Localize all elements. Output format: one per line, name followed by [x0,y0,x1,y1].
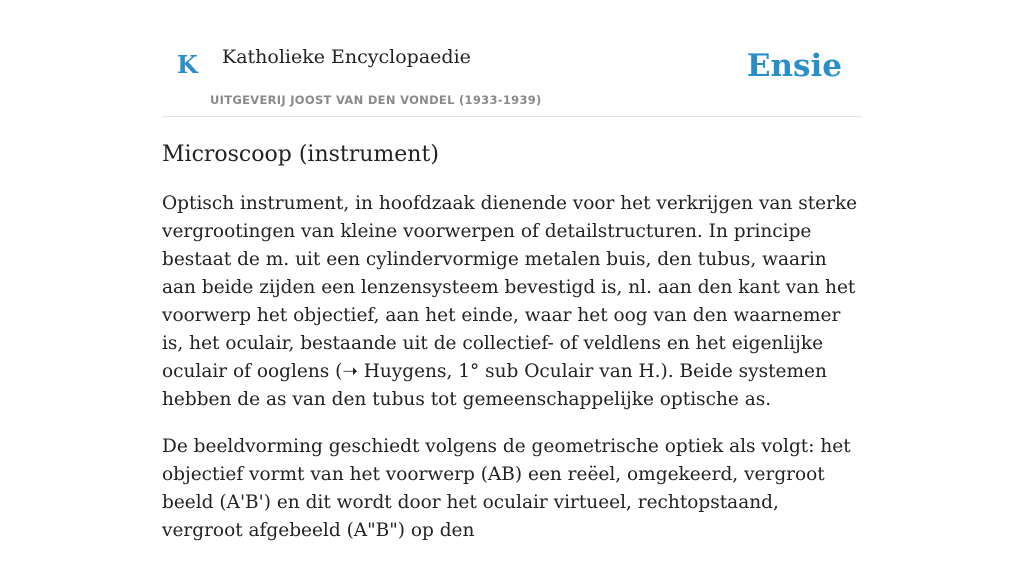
logo-k-link[interactable]: K [177,50,198,79]
article-body [162,190,862,545]
site-header [162,0,862,117]
site-title: Katholieke Encyclopaedie [222,46,471,68]
article-paragraph: Optisch instrument, in hoofdzaak dienende voor het verkrijgen van sterke vergrootingen van kleine voorwerpen of detailstructuren. In principe bestaat de m. uit een cylindervormige metalen buis, den tubus, waarin aan beide zijden een lenzensysteem bevestigd is, nl. aan den kant van het voorwerp het objectief, aan het einde, waar het oog van den waarnemer is, het oculair, bestaande uit de collectief- of veldlens en het eigenlijke oculair of ooglens (➝ Huygens, 1° sub Oculair van H.). Beide systemen hebben de as van den tubus tot gemeenschappelijke optische as. [162,193,858,411]
content-container [162,0,862,564]
article-paragraph: De beeldvorming geschiedt volgens de geometrische optiek als volgt: het objectief vormt van het voorwerp (AB) een reëel, omgekeerd, vergroot beeld (A'B') en dit wordt door het oculair virtueel, rechtopstaand, vergroot afgebeeld (A"B") op den [162,436,851,542]
article-title: Microscoop (instrument) [162,142,439,167]
publisher-subtitle: UITGEVERIJ JOOST VAN DEN VONDEL (1933-1939) [210,93,542,107]
ensie-brand-link[interactable]: Ensie [746,48,842,84]
